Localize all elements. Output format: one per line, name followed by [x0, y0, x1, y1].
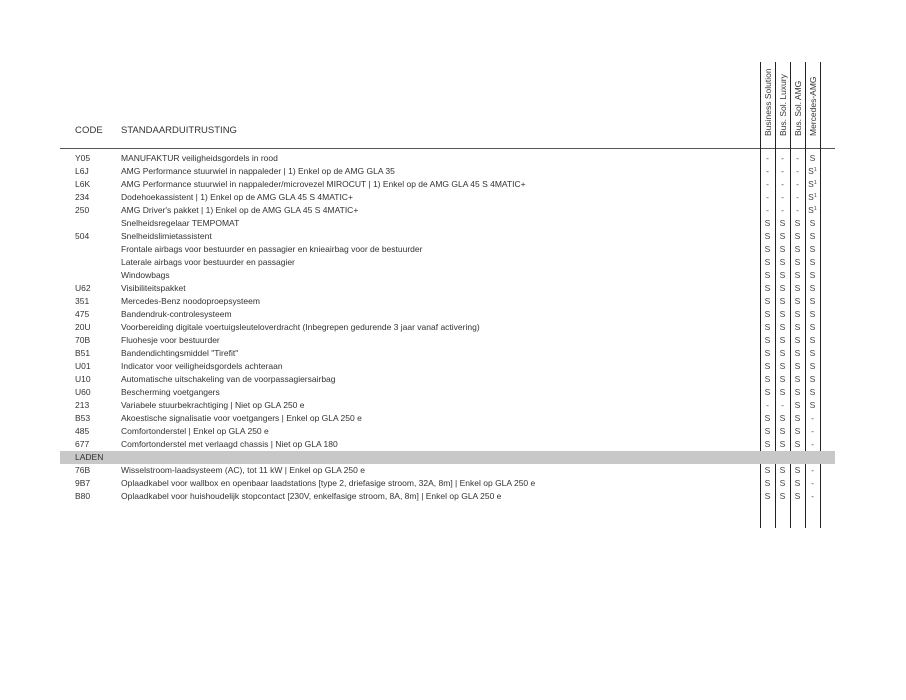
row-description: Bescherming voetgangers: [121, 386, 220, 397]
availability-cell: S: [764, 425, 771, 436]
availability-cell: S: [779, 373, 786, 384]
availability-cell: -: [781, 178, 784, 189]
row-description: Voorbereiding digitale voertuigsleuteloverdracht (Inbegrepen gedurende 3 jaar vanaf activering): [121, 321, 480, 332]
row-code: 9B7: [75, 477, 91, 488]
availability-cell: $S^1$: [808, 204, 817, 215]
column-header-mercedes-amg: [806, 60, 820, 136]
table-title: STANDAARDUITRUSTING: [121, 125, 237, 136]
availability-cell: -: [796, 152, 799, 163]
availability-cell: S: [809, 269, 816, 280]
availability-cell: S: [779, 477, 786, 488]
table-row: [60, 321, 835, 334]
section-header-laden: [60, 451, 835, 464]
row-description: Fluohesje voor bestuurder: [121, 334, 220, 345]
availability-cell: S: [794, 347, 801, 358]
availability-cell: S: [779, 256, 786, 267]
availability-cell: -: [766, 399, 769, 410]
availability-cell: -: [781, 165, 784, 176]
availability-cell: S: [809, 347, 816, 358]
row-description: AMG Performance stuurwiel in nappaleder/microvezel MIROCUT | 1) Enkel op de AMG GLA 45 S 4MATIC+: [121, 178, 526, 189]
footnote-marker: 1: [813, 192, 817, 199]
table-row: [60, 308, 835, 321]
footnote-marker: 1: [813, 205, 817, 212]
availability-cell: S: [794, 243, 801, 254]
availability-cell: S: [794, 373, 801, 384]
row-description: Visibiliteitspakket: [121, 282, 186, 293]
availability-cell: S: [794, 269, 801, 280]
availability-cell: S: [809, 360, 816, 371]
availability-cell: $S^1$: [808, 178, 817, 189]
row-description: Bandendichtingsmiddel "Tirefit": [121, 347, 239, 358]
availability-cell: S: [794, 282, 801, 293]
row-code: U60: [75, 386, 91, 397]
availability-cell: S: [809, 399, 816, 410]
row-description: Mercedes-Benz noodoproepsysteem: [121, 295, 260, 306]
row-code: Y05: [75, 152, 91, 163]
table-row: [60, 477, 835, 490]
availability-cell: S: [779, 412, 786, 423]
table-row: [60, 360, 835, 373]
row-description: Wisselstroom-laadsysteem (AC), tot 11 kW | Enkel op GLA 250 e: [121, 464, 365, 475]
table-row: [60, 230, 835, 243]
availability-cell: S: [779, 360, 786, 371]
table-row: [60, 256, 835, 269]
row-description: AMG Driver's pakket | 1) Enkel op de AMG GLA 45 S 4MATIC+: [121, 204, 359, 215]
availability-cell: $S^1$: [808, 165, 817, 176]
row-description: Snelheidslimietassistent: [121, 230, 212, 241]
row-description: Snelheidsregelaar TEMPOMAT: [121, 217, 240, 228]
row-code: 76B: [75, 464, 91, 475]
availability-cell: -: [781, 191, 784, 202]
availability-cell: -: [781, 152, 784, 163]
availability-cell: S: [794, 386, 801, 397]
table-row: [60, 165, 835, 178]
availability-cell: S: [764, 334, 771, 345]
table-row: [60, 412, 835, 425]
availability-cell: S: [779, 321, 786, 332]
table-row: [60, 438, 835, 451]
availability-cell: S: [809, 321, 816, 332]
availability-cell: S: [764, 282, 771, 293]
table-row: [60, 204, 835, 217]
availability-cell: S: [794, 490, 801, 501]
availability-cell: S: [809, 256, 816, 267]
availability-cell: -: [766, 152, 769, 163]
row-code: 677: [75, 438, 90, 449]
column-header-business-solution: [761, 60, 775, 136]
availability-cell: S: [809, 217, 816, 228]
availability-cell: -: [811, 412, 814, 423]
availability-cell: S: [779, 347, 786, 358]
availability-cell: S: [779, 425, 786, 436]
row-description: Automatische uitschakeling van de voorpassagiersairbag: [121, 373, 336, 384]
row-description: Bandendruk-controlesysteem: [121, 308, 232, 319]
row-description: Indicator voor veiligheidsgordels achteraan: [121, 360, 283, 371]
table-row: [60, 386, 835, 399]
availability-cell: -: [781, 204, 784, 215]
row-description: Akoestische signalisatie voor voetgangers | Enkel op GLA 250 e: [121, 412, 362, 423]
table-row: [60, 399, 835, 412]
row-code: 504: [75, 230, 90, 241]
availability-cell: -: [796, 204, 799, 215]
section-label: LADEN: [75, 451, 104, 462]
availability-cell: S: [779, 464, 786, 475]
availability-cell: S: [794, 256, 801, 267]
table-row: [60, 373, 835, 386]
table-row: [60, 295, 835, 308]
row-code: U10: [75, 373, 91, 384]
table-row: [60, 269, 835, 282]
availability-cell: S: [764, 490, 771, 501]
availability-cell: S: [764, 269, 771, 280]
availability-cell: S: [764, 230, 771, 241]
table-row: [60, 490, 835, 503]
availability-cell: S: [764, 386, 771, 397]
row-description: Frontale airbags voor bestuurder en passagier en knieairbag voor de bestuurder: [121, 243, 423, 254]
table-row: [60, 243, 835, 256]
availability-cell: S: [794, 230, 801, 241]
row-code: 70B: [75, 334, 91, 345]
availability-cell: S: [764, 373, 771, 384]
row-code: 485: [75, 425, 90, 436]
availability-cell: S: [764, 308, 771, 319]
availability-cell: S: [809, 334, 816, 345]
row-code: L6K: [75, 178, 91, 189]
row-description: Comfortonderstel | Enkel op GLA 250 e: [121, 425, 269, 436]
availability-cell: S: [794, 399, 801, 410]
availability-cell: -: [766, 204, 769, 215]
availability-cell: $S^1$: [808, 191, 817, 202]
availability-cell: -: [811, 425, 814, 436]
row-code: B51: [75, 347, 91, 358]
header-rule: [60, 148, 835, 149]
availability-cell: -: [766, 165, 769, 176]
availability-cell: S: [779, 230, 786, 241]
availability-cell: S: [779, 334, 786, 345]
availability-cell: S: [764, 464, 771, 475]
footnote-marker: 1: [813, 179, 817, 186]
availability-cell: S: [809, 243, 816, 254]
table-row: [60, 152, 835, 165]
column-header-label: Bus. Sol. Luxury: [778, 74, 788, 136]
availability-cell: S: [809, 230, 816, 241]
table-row: [60, 347, 835, 360]
availability-cell: S: [794, 308, 801, 319]
availability-cell: S: [779, 308, 786, 319]
availability-cell: S: [764, 412, 771, 423]
availability-cell: S: [809, 152, 816, 163]
availability-cell: -: [811, 477, 814, 488]
row-code: B80: [75, 490, 91, 501]
row-code: L6J: [75, 165, 89, 176]
availability-cell: -: [781, 399, 784, 410]
column-header-label: Bus. Sol. AMG: [793, 80, 803, 136]
table-row: [60, 178, 835, 191]
row-description: Oplaadkabel voor huishoudelijk stopcontact [230V, enkelfasige stroom, 8A, 8m] | Enkel op GLA 250 e: [121, 490, 502, 501]
row-code: 234: [75, 191, 90, 202]
table-row: [60, 425, 835, 438]
row-description: Laterale airbags voor bestuurder en passagier: [121, 256, 295, 267]
column-header-label: Mercedes-AMG: [808, 76, 818, 136]
availability-cell: S: [794, 217, 801, 228]
availability-cell: -: [766, 178, 769, 189]
column-header-label: Business Solution: [763, 68, 773, 136]
availability-cell: S: [794, 295, 801, 306]
table-row: [60, 282, 835, 295]
column-header-bus-sol-luxury: [776, 60, 790, 136]
row-code: 351: [75, 295, 90, 306]
table-row: [60, 191, 835, 204]
availability-cell: S: [779, 386, 786, 397]
availability-cell: S: [809, 373, 816, 384]
availability-cell: -: [766, 191, 769, 202]
availability-cell: -: [796, 165, 799, 176]
row-description: Windowbags: [121, 269, 170, 280]
availability-cell: S: [809, 282, 816, 293]
row-code: U01: [75, 360, 91, 371]
availability-cell: S: [794, 425, 801, 436]
availability-cell: S: [764, 217, 771, 228]
code-column-header: CODE: [75, 125, 103, 136]
table-row: [60, 217, 835, 230]
table-row: [60, 464, 835, 477]
availability-cell: S: [794, 464, 801, 475]
availability-cell: S: [764, 347, 771, 358]
availability-cell: S: [779, 490, 786, 501]
availability-cell: S: [809, 308, 816, 319]
availability-cell: S: [794, 412, 801, 423]
availability-cell: -: [811, 490, 814, 501]
availability-cell: S: [809, 295, 816, 306]
availability-cell: S: [794, 334, 801, 345]
availability-cell: S: [764, 360, 771, 371]
availability-cell: S: [779, 243, 786, 254]
row-code: B53: [75, 412, 91, 423]
row-description: AMG Performance stuurwiel in nappaleder | 1) Enkel op de AMG GLA 35: [121, 165, 395, 176]
availability-cell: S: [779, 438, 786, 449]
availability-cell: S: [779, 282, 786, 293]
availability-cell: S: [794, 438, 801, 449]
availability-cell: S: [764, 243, 771, 254]
availability-cell: S: [779, 269, 786, 280]
column-header-bus-sol-amg: [791, 60, 805, 136]
row-description: Variabele stuurbekrachtiging | Niet op GLA 250 e: [121, 399, 305, 410]
availability-cell: S: [764, 438, 771, 449]
row-code: 475: [75, 308, 90, 319]
availability-cell: S: [764, 477, 771, 488]
row-description: Comfortonderstel met verlaagd chassis | Niet op GLA 180: [121, 438, 338, 449]
row-description: Dodehoekassistent | 1) Enkel op de AMG GLA 45 S 4MATIC+: [121, 191, 353, 202]
availability-cell: S: [794, 477, 801, 488]
footnote-marker: 1: [813, 166, 817, 173]
row-description: MANUFAKTUR veiligheidsgordels in rood: [121, 152, 278, 163]
row-code: 20U: [75, 321, 91, 332]
availability-cell: -: [811, 438, 814, 449]
availability-cell: S: [809, 386, 816, 397]
availability-cell: S: [764, 256, 771, 267]
availability-cell: S: [779, 217, 786, 228]
availability-cell: S: [779, 295, 786, 306]
row-code: U62: [75, 282, 91, 293]
availability-cell: S: [764, 295, 771, 306]
availability-cell: -: [796, 178, 799, 189]
availability-cell: -: [796, 191, 799, 202]
availability-cell: S: [764, 321, 771, 332]
row-code: 250: [75, 204, 90, 215]
table-row: [60, 334, 835, 347]
row-code: 213: [75, 399, 90, 410]
availability-cell: -: [811, 464, 814, 475]
availability-cell: S: [794, 360, 801, 371]
availability-cell: S: [794, 321, 801, 332]
row-description: Oplaadkabel voor wallbox en openbaar laadstations [type 2, driefasige stroom, 32A, 8m] | Enkel op GLA 250 e: [121, 477, 536, 488]
